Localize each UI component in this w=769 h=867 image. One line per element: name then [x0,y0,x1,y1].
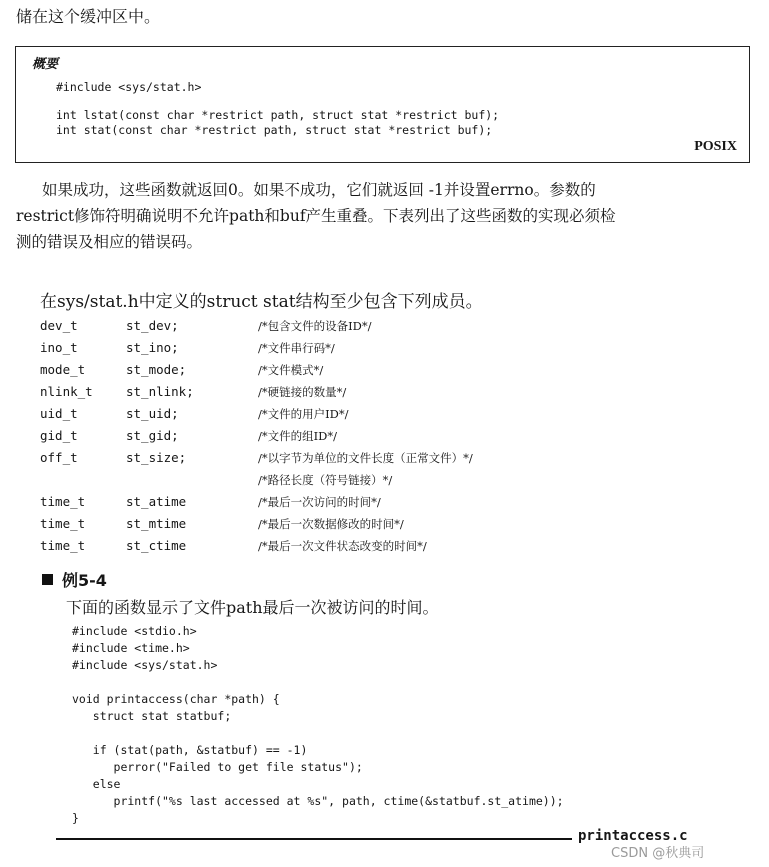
struct-row [40,538,740,560]
member-type: time_t [40,516,86,531]
member-name: st_ctime [126,538,187,553]
struct-row [40,406,740,428]
struct-row [40,318,740,340]
member-comment: /*文件串行码*/ [258,341,335,355]
description-line-2: restrict修饰符明确说明不允许path和buf产生重叠。下表列出了这些函数的实现必须检 [16,207,616,225]
code-line: void printaccess(char *path) { [72,692,280,706]
member-name: st_ino; [126,340,179,355]
struct-intro: 在sys/stat.h中定义的struct stat结构至少包含下列成员。 [40,292,483,312]
member-comment: /*最后一次访问的时间*/ [258,495,381,509]
member-name: st_mtime [126,516,187,531]
member-type: time_t [40,494,86,509]
code-line: else [72,777,121,791]
struct-row [40,494,740,516]
synopsis-include: #include <sys/stat.h> [56,80,202,94]
member-comment: /*包含文件的设备ID*/ [258,319,372,333]
member-type: gid_t [40,428,78,443]
member-name: st_atime [126,494,187,509]
member-type: dev_t [40,318,78,333]
member-type: off_t [40,450,78,465]
example-filename: printaccess.c [578,828,688,844]
member-type: time_t [40,538,86,553]
member-name: st_uid; [126,406,179,421]
struct-row [40,516,740,538]
member-name: st_gid; [126,428,179,443]
struct-row [40,428,740,450]
footer-rule [56,838,572,840]
member-type: nlink_t [40,384,93,399]
struct-row [40,384,740,406]
code-line: } [72,811,79,825]
member-name: st_nlink; [126,384,194,399]
description-line-1: 如果成功，这些函数就返回0。如果不成功，它们就返回 -1并设置errno。参数的 [42,181,596,199]
example-bullet-icon [42,574,53,585]
watermark: CSDN @秋典司 [611,846,705,861]
example-label: 例5-4 [62,571,107,590]
struct-row [40,362,740,384]
code-line: struct stat statbuf; [72,709,232,723]
struct-row [40,450,740,472]
code-line: #include <time.h> [72,641,190,655]
member-type: ino_t [40,340,78,355]
synopsis-box [15,46,750,163]
synopsis-title: 概要 [32,57,59,72]
code-line: if (stat(path, &statbuf) == -1) [72,743,308,757]
code-line: #include <stdio.h> [72,624,197,638]
member-comment: /*文件的组ID*/ [258,429,338,443]
member-comment: /*文件模式*/ [258,363,324,377]
member-type: uid_t [40,406,78,421]
member-comment: /*以字节为单位的文件长度（正常文件）*/ [258,451,473,465]
top-line-text: 储在这个缓冲区中。 [16,7,161,26]
member-name: st_size; [126,450,187,465]
member-comment: /*路径长度（符号链接）*/ [258,473,393,487]
synopsis-lstat: int lstat(const char *restrict path, struct stat *restrict buf); [56,108,500,122]
posix-label: POSIX [694,139,737,154]
code-line: #include <sys/stat.h> [72,658,218,672]
member-comment: /*硬链接的数量*/ [258,385,347,399]
member-name: st_mode; [126,362,187,377]
struct-row [40,472,740,494]
member-comment: /*最后一次数据修改的时间*/ [258,517,404,531]
member-comment: /*最后一次文件状态改变的时间*/ [258,539,427,553]
member-name: st_dev; [126,318,179,333]
member-type: mode_t [40,362,86,377]
example-description: 下面的函数显示了文件path最后一次被访问的时间。 [66,598,439,617]
struct-row [40,340,740,362]
code-line: perror("Failed to get file status"); [72,760,363,774]
description-line-3: 测的错误及相应的错误码。 [16,233,203,251]
member-comment: /*文件的用户ID*/ [258,407,349,421]
code-line: printf("%s last accessed at %s", path, ctime(&statbuf.st_atime)); [72,794,564,808]
synopsis-stat: int stat(const char *restrict path, struct stat *restrict buf); [56,123,493,137]
